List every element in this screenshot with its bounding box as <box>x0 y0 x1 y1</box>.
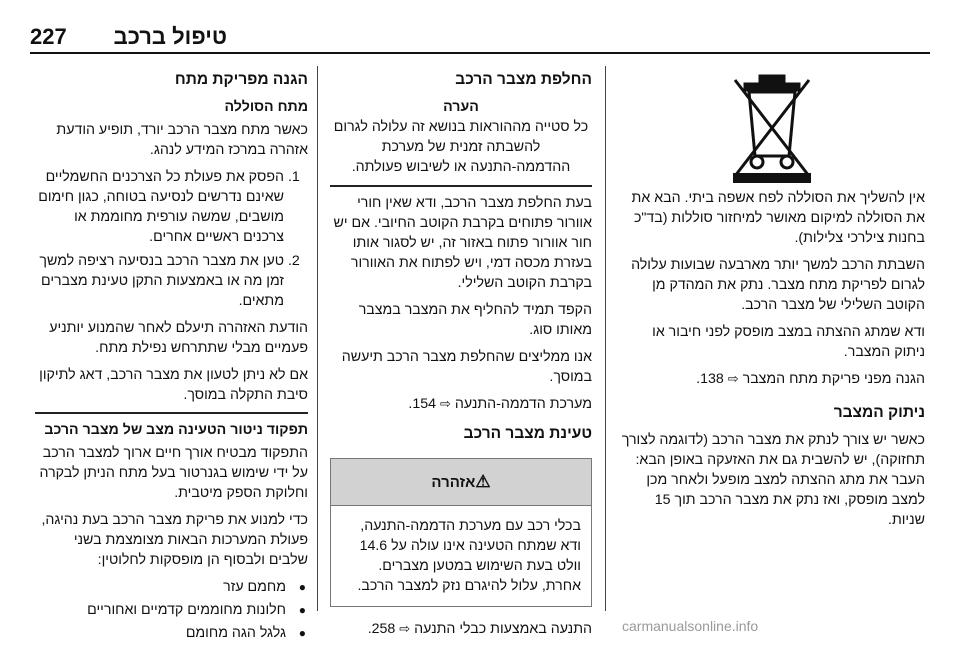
list-item: ● חלונות מחוממים קדמיים ואחוריים <box>35 600 308 620</box>
column-divider <box>605 66 606 611</box>
steps-list <box>35 167 308 311</box>
warning-clear-text: הודעת האזהרה תיעלם לאחר שהמנוע יותניע פעמיים מבלי שתתרחש נפילת מתח. <box>49 320 308 356</box>
column-discharge-protection <box>35 70 308 646</box>
arrow-icon: ⇨ <box>727 371 739 386</box>
page-number: 227 <box>30 24 67 49</box>
monitoring-text: התפקוד מבטיח אורך חיים ארוך למצבר הרכב על ידי שימוש בגנרטור בעל מתח הניתן לבקרה וחלוקת הספק מיטבית. <box>39 445 308 501</box>
replacement-heading: החלפת מצבר הרכב <box>455 71 592 88</box>
monitoring-subheading: תפקוד ניטור הטעינה מצב של מצבר הרכב <box>44 422 308 438</box>
cross-reference[interactable]: התנעה באמצעות כבלי התנעה ⇨ 258. <box>367 621 592 637</box>
storage-text: השבתת הרכב למשך יותר מארבעה שבועות עלולה לגרום לפריקת מתח מצבר. נתק את המהדק מן הקוטב השלילי של מצבר הרכב. <box>631 257 925 313</box>
ignition-text: ודא שמתג ההצתה במצב מופסק לפני חיבור או ניתוק המצבר. <box>652 324 925 360</box>
garage-text: אנו ממליצים שהחלפת מצבר הרכב תיעשה במוסך. <box>341 349 592 385</box>
warning-box <box>330 458 592 607</box>
vent-text: בעת החלפת מצבר הרכב, ודא שאין חורי אוורור פתוחים בקרבת הקוטב החיובי. אם יש חור אוורור פתוח באזור זה, יש לסגור אותו בעזרת מכסה דמי, ויש לפתוח את האוורור בקרבת הקוטב השלילי. <box>333 195 592 291</box>
reference-text: התנעה באמצעות כבלי התנעה <box>414 621 592 637</box>
note-divider <box>330 185 592 187</box>
list-item: ● מחמם עזר <box>35 577 308 597</box>
column-battery-replacement <box>330 70 592 646</box>
list-item: 2. טען את מצבר הרכב בנסיעה רציפה למשך זמן מה או באמצעות התקן טעינת מצברים מתאים. <box>35 251 284 311</box>
same-type-text: הקפד תמיד להחליף את המצבר במצבר מאותו סוג. <box>358 302 592 338</box>
reduction-text: כדי למנוע את פריקת מצבר הרכב בעת נהיגה, פעולת המערכות הבאות מצומצמת בשני שלבים ולבסוף הן מופסקות לחלוטין: <box>41 512 308 568</box>
reference-page: 138 <box>700 371 724 387</box>
arrow-icon: ⇨ <box>440 396 451 411</box>
disconnect-heading: ניתוק המצבר <box>833 404 925 421</box>
column-divider <box>317 66 318 611</box>
warning-title: אזהרה <box>431 474 476 491</box>
warning-triangle-icon: ⚠ <box>475 472 491 491</box>
voltage-subheading: מתח הסוללה <box>224 99 308 115</box>
charging-heading: טעינת מצבר הרכב <box>463 425 592 442</box>
systems-list <box>35 577 308 643</box>
note-box <box>330 97 592 177</box>
recycling-text: אין להשליך את הסוללה לפח אשפה ביתי. הבא את את הסוללה למיקום מאושר למיחזור סוללות (בד"כ בחנות צילרכי צלילות). <box>631 190 925 246</box>
cross-reference[interactable]: מערכת הדממה-התנעה ⇨ 154. <box>408 396 592 412</box>
warning-header <box>331 459 591 506</box>
list-item: ● גלגל הגה מחומם <box>35 623 308 643</box>
reference-text: מערכת הדממה-התנעה <box>454 396 592 412</box>
arrow-icon: ⇨ <box>399 621 411 636</box>
list-item: 1. הפסק את פעולת כל הצרכנים החשמליים שאינם נדרשים לנסיעה בטוחה, כגון חימום מושבים, שמשה עורפית מחוממת או צרכנים ראשיים אחרים. <box>35 167 284 247</box>
disconnect-text: כאשר יש צורך לנתק את מצבר הרכב (לדוגמה לצורך תחזוקה), יש להשבית גם את האזעקה באופן הבא: העבר את מתג ההצתה למצב מופעל ולאחר מכן למצב מופסק, ואז נתק את מצבר הרכב תוך 15 שניות. <box>621 432 925 528</box>
reference-text: הגנה מפני פריקת מתח המצבר <box>742 371 925 387</box>
note-text: כל סטייה מההוראות בנושא זה עלולה לגרום להשבתה זמנית של מערכת ההדממה-התנעה או לשיבוש פעולתה. <box>333 119 589 175</box>
reference-page: 258 <box>371 621 396 637</box>
section-divider <box>35 412 308 414</box>
page-header <box>0 0 960 62</box>
section-title: טיפול ברכב <box>113 24 227 49</box>
column-battery-disposal <box>618 70 925 537</box>
crossed-bin-icon <box>618 72 925 184</box>
discharge-heading: הגנה מפריקת מתח <box>174 71 308 88</box>
voltage-text: כאשר מתח מצבר הרכב יורד, תופיע הודעת אזהרה במרכז המידע לנהג. <box>56 122 308 158</box>
cross-reference[interactable]: הגנה מפני פריקת מתח המצבר ⇨ 138. <box>696 371 925 387</box>
note-title: הערה <box>443 99 479 115</box>
warning-text: בכלי רכב עם מערכת הדממה-התנעה, ודא שמתח הטעינה אינו עולה על 14.6 וולט בעת השימוש במטען מצברים. אחרת, עלול להיגרם נזק למצבר הרכב. <box>357 518 581 594</box>
garage-repair-text: אם לא ניתן לטעון את מצבר הרכב, דאג לתיקון סיבת התקלה במוסך. <box>39 367 308 403</box>
watermark: carmanualsonline.info <box>622 618 759 634</box>
reference-page: 154 <box>412 396 437 412</box>
header-rule <box>30 52 930 54</box>
